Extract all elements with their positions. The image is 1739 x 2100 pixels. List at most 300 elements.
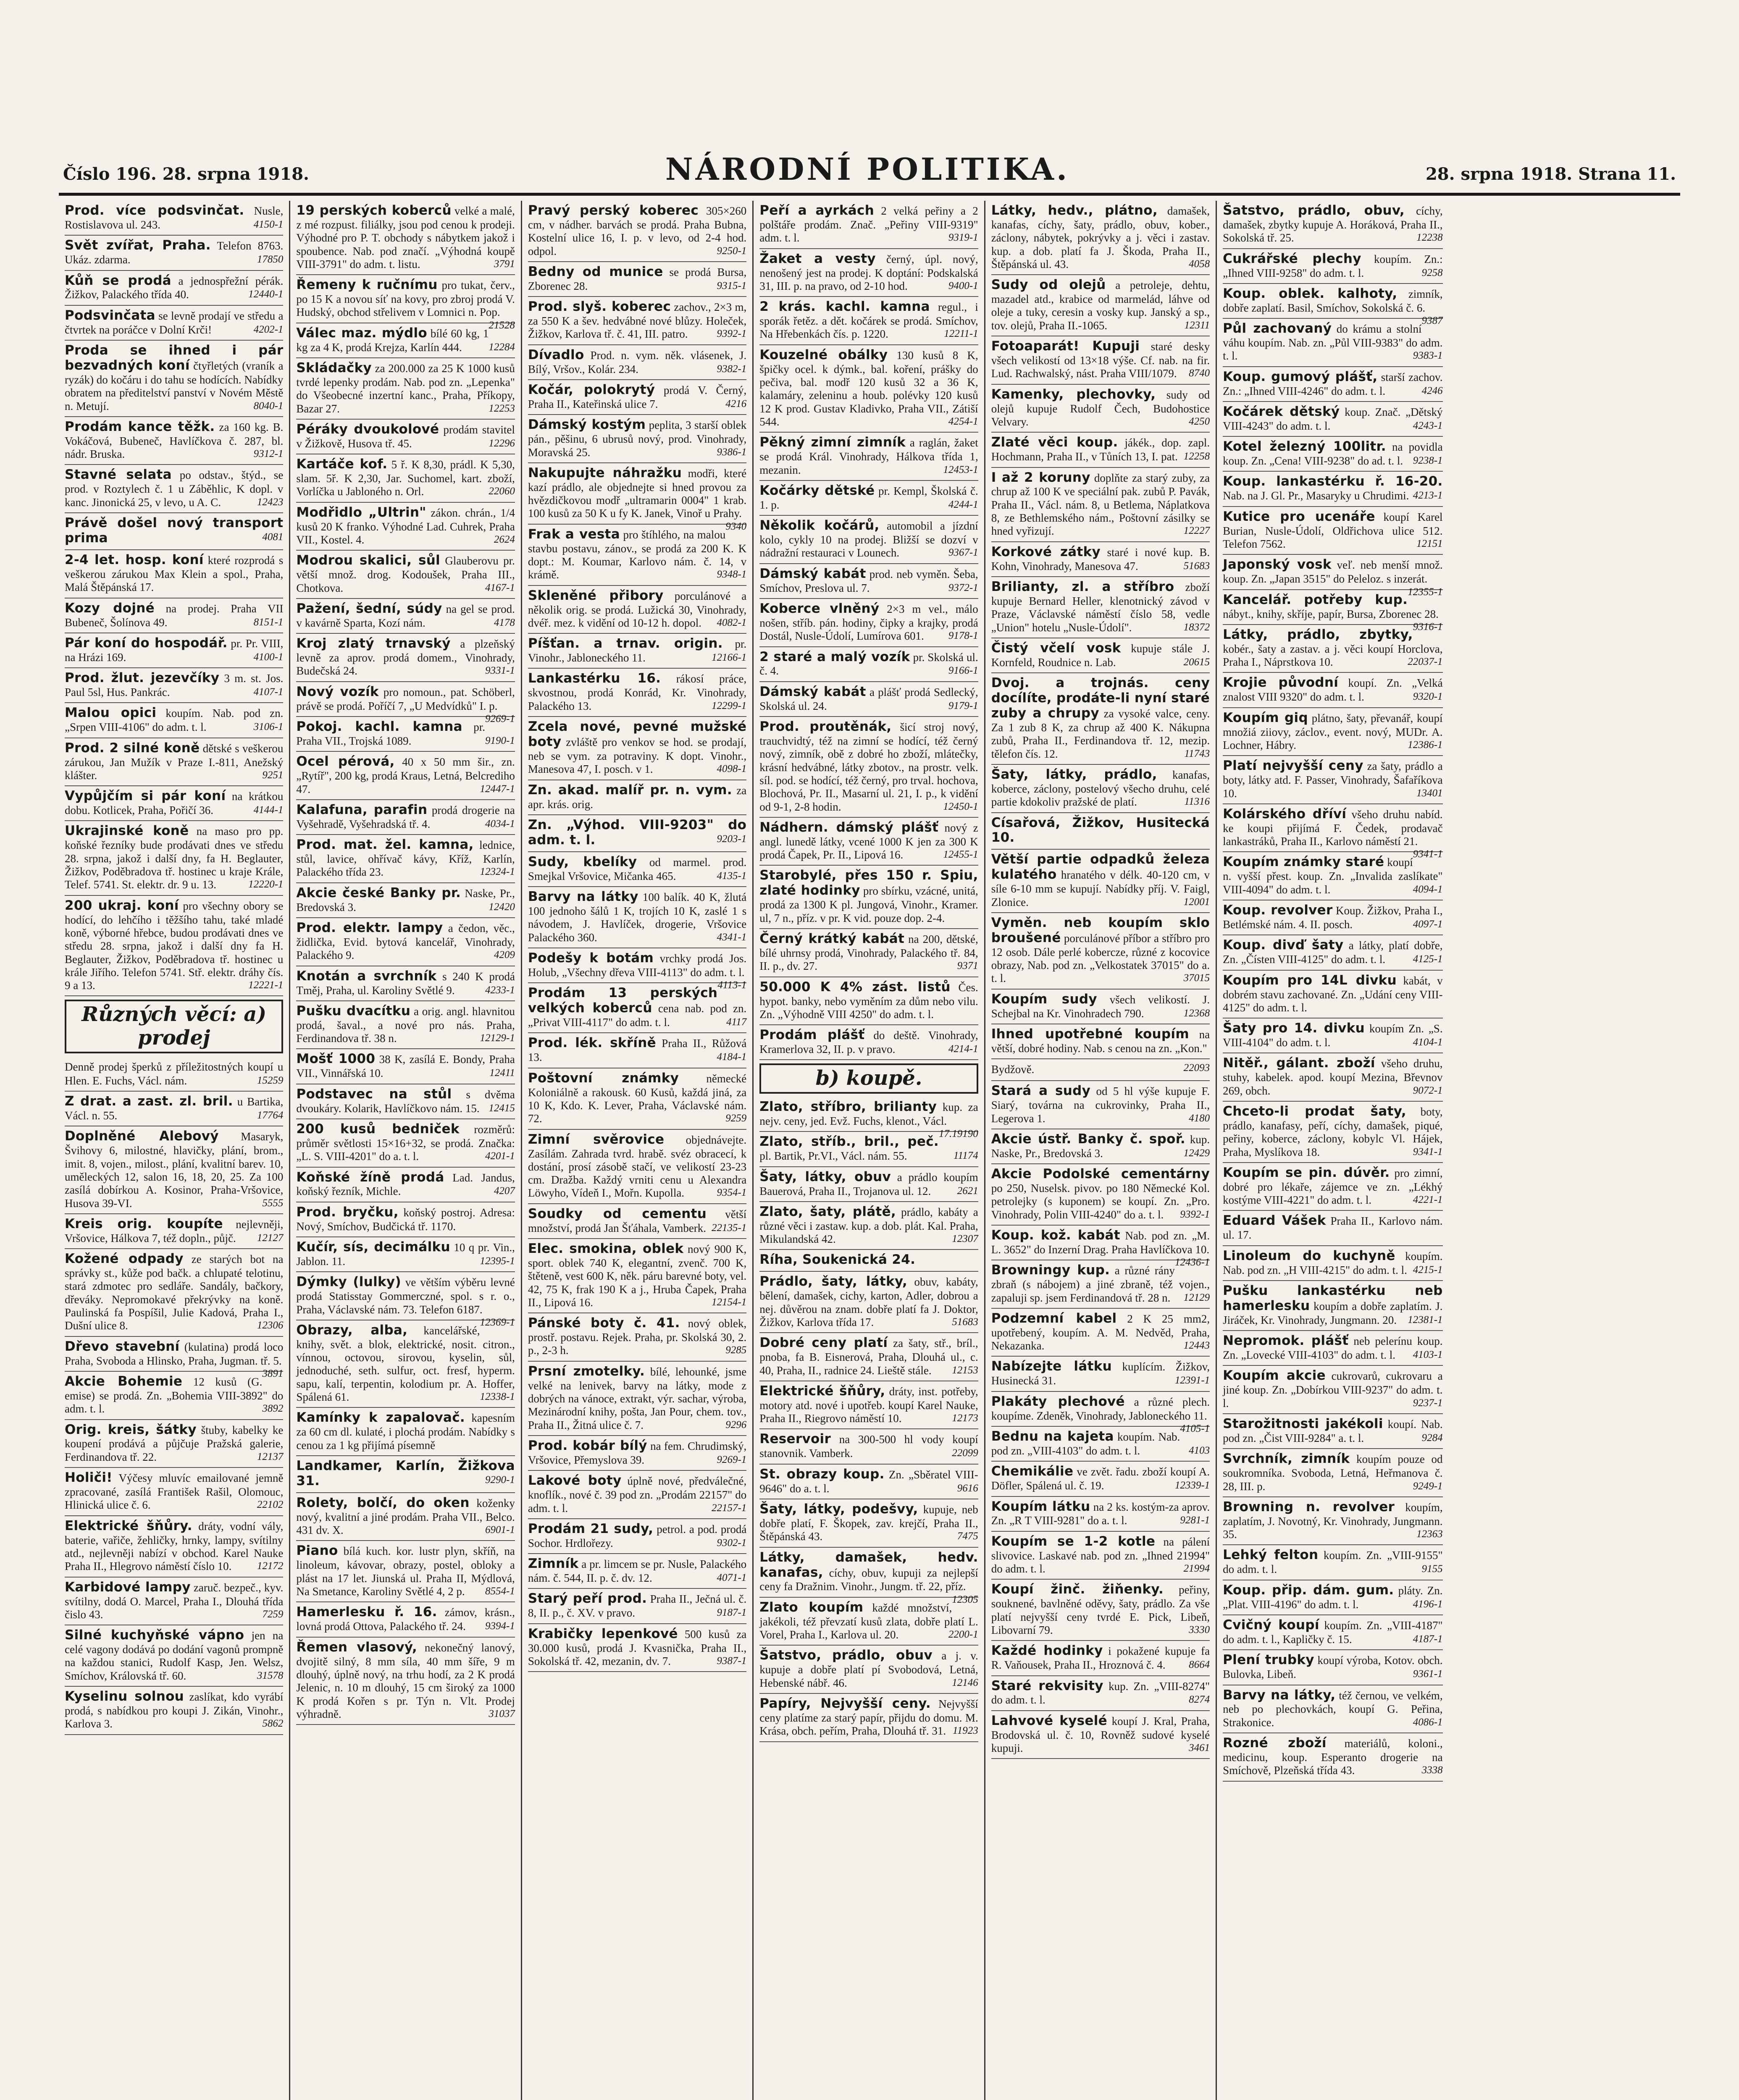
classified-ad <box>296 358 515 420</box>
ad-heading: Lehký felton <box>1223 1547 1319 1563</box>
classified-ad <box>65 668 283 703</box>
classified-ad <box>759 1272 978 1333</box>
classified-ad <box>65 1516 283 1578</box>
ad-heading: Starobylé, přes 150 r. Spiu, zlaté hodinky <box>759 868 978 898</box>
classified-ad <box>296 420 515 454</box>
ad-text: dětské s veškerou zárukou, Jan Mužík v Praze I.-811, Anežský klášter. <box>65 742 284 782</box>
classified-ad <box>991 1129 1210 1164</box>
ad-heading: St. obrazy koup. <box>759 1466 885 1482</box>
ad-heading: Barvy na látky <box>528 889 638 905</box>
ad-heading: Stavné selata <box>65 467 172 483</box>
ad-text: prodá drogerie na Vyšehradě, Vyšehradská tř. 4. <box>296 803 515 830</box>
classified-ad <box>1223 1102 1442 1163</box>
ad-heading: Knotán a svrchník <box>296 968 437 984</box>
ad-code: 4103-1 <box>1413 1349 1443 1361</box>
classified-ad <box>296 323 515 358</box>
ad-code: 12129-1 <box>480 1032 515 1044</box>
ad-heading: Piano <box>296 1543 338 1559</box>
ad-text: dráty, vodní vály, baterie, vařiče, žehličky, hrnky, lampy, svítilny atd., nejlevněji nabízí v obchod. Karel Nauke Praha II., Hlegrovo náměstí číslo 10. <box>65 1520 284 1573</box>
ad-heading: Nakupujte náhražku <box>528 465 682 480</box>
ad-code: 9394-1 <box>485 1620 515 1632</box>
ad-text: na prodej. Praha VII Bubeneč, Šolínova 49. <box>65 602 284 629</box>
ad-heading: Půl zachovaný <box>1223 321 1332 336</box>
ad-heading: Holiči! <box>65 1470 113 1486</box>
ad-code: 9155 <box>1421 1563 1443 1575</box>
ad-code: 4207 <box>494 1185 515 1197</box>
ad-heading: Doplněné Alebový <box>65 1129 219 1144</box>
ad-code: 4107-1 <box>253 686 284 698</box>
ad-heading: Koup. kož. kabát <box>991 1228 1120 1243</box>
classified-ad <box>991 1497 1210 1532</box>
classified-ad <box>991 1226 1210 1268</box>
ad-text: ze starých bot na správky st., kůže pod bačk. a chlupaté telotinu, stará zdmotec pro sedláře. Sandály, bačkory, dřeváky. Nepromokavé překrývky na koně. Paulinská fa Pospíšil, Julie Kadová, Praha I., Dušní ulice 8. <box>65 1253 284 1332</box>
ad-code: 9354-1 <box>717 1187 747 1199</box>
ad-code: 22060 <box>489 486 515 497</box>
ad-heading: 200 kusů bedniček <box>296 1121 460 1137</box>
ad-code: 11743 <box>1184 748 1210 759</box>
ad-text: od 5 hl výše kupuje F. Siarý, továrna na cukrovinky, Praha II., Legerova 1. <box>991 1085 1210 1125</box>
classified-ad <box>65 1468 283 1516</box>
ad-heading: Koup. přip. dám. gum. <box>1223 1582 1394 1598</box>
ad-text: zvláště pro venkov se hod. se prodají, neb se vym. za potraviny. K dopt. Vinohr., Manesova 47, I. posch. v 1. <box>528 736 747 776</box>
ad-text: 2 K 25 mm2, upotřebený, koupím. A. M. Nedvěd, Praha, Nekazanka. <box>991 1312 1210 1352</box>
ad-heading: Staré rekvisity <box>991 1678 1103 1693</box>
ad-text: na fem. Chrudimský, Vršovice, Přemyslova 39. <box>528 1440 747 1466</box>
classified-ad <box>65 1578 283 1626</box>
classified-ad <box>528 780 746 815</box>
ad-heading: Čistý včelí vosk <box>991 640 1121 656</box>
ad-code: 9284 <box>1421 1432 1443 1444</box>
ad-heading: Prodám 13 perských velkých koberců <box>528 985 718 1016</box>
ad-text: koupí. Zn. „Velká znalost VIII 9320" do adm. t. l. <box>1223 677 1443 704</box>
ad-heading: 2-4 let. hosp. koní <box>65 552 204 567</box>
ad-code: 18372 <box>1183 621 1210 633</box>
ad-code: 12284 <box>489 341 515 353</box>
classified-ad <box>65 236 283 270</box>
ad-text: Glauberovu pr. větší množ. drog. Kodoušek, Praha III., Chotkova. <box>296 554 515 594</box>
ad-heading: Chemikálie <box>991 1464 1074 1479</box>
ad-text: šicí stroj nový, trauchvidtý, též na zimní se hodící, též černý nový, zimník, obě z dobré ho zboží, mlátečky, krásní hedvábné, látky zbotov., na prostr. velk. síl. pod. se hodící, též černý, pro trval. hochova, Blochová, Pr. II., Masarní ul. 21, I. p., k vidění od 9-1, 2-8 hodin. <box>759 721 978 813</box>
ad-heading: Kočárek dětský <box>1223 404 1340 419</box>
ad-heading: Eduard Vášek <box>1223 1213 1326 1228</box>
classified-ad <box>528 1471 746 1519</box>
ad-text: na 2 ks. kostým-za aprov. Zn. „R T VIII-9281" do a. t. l. <box>991 1500 1210 1527</box>
classified-ad <box>528 1362 746 1436</box>
ad-code: 4034-1 <box>485 818 515 830</box>
classified-ad <box>991 1641 1210 1676</box>
ad-heading: Lankastérku 16. <box>528 671 661 686</box>
classified-ad <box>65 1249 283 1337</box>
ad-code: 22093 <box>1183 1062 1210 1074</box>
ad-heading: Dámský kabát <box>759 566 866 581</box>
classified-ad <box>1223 935 1442 970</box>
classified-ad <box>759 717 978 818</box>
ad-text: kuplícím. Žižkov, Husinecká 31. <box>991 1360 1210 1387</box>
classified-ad <box>759 1465 978 1499</box>
ad-code: 4098-1 <box>717 763 747 775</box>
ad-code: 31037 <box>489 1708 515 1719</box>
ad-code: 9269-1 <box>717 1454 747 1465</box>
ad-text: a pr. limcem se pr. Nusle, Palackého nám. č. 544, II. p. č. dv. 12. <box>528 1558 747 1585</box>
ad-text: které rozprodá s veškerou zárukou Max Klein a spol., Praha, Malá Štěpánská 17. <box>65 554 284 594</box>
ad-text: větší množství, prodá Jan Šťáhala, Vamberk. <box>528 1208 747 1234</box>
ad-text: 100 balík. 40 K, žlutá 100 jednoho šálů 1 K, trojích 10 K, zaslé 1 s návodem, J. Havlíček, drogerie, Vršovice Palackého 360. <box>528 891 747 944</box>
ad-heading: Kočárky dětské <box>759 483 875 498</box>
classified-ad <box>65 201 283 236</box>
ad-heading: Nitěř., gálant. zboží <box>1223 1055 1375 1071</box>
classified-ad <box>65 786 283 821</box>
ad-text: na 300-500 hl vody koupí stanovnik. Vamberk. <box>759 1433 978 1460</box>
ad-text: koupí J. Kral, Praha, Brodovská ul. č. 10, Rovněž sudové kyselé kupuji. <box>991 1714 1210 1755</box>
ad-text: Praha II., Karlovo nám. ul. 17. <box>1223 1215 1443 1242</box>
ad-heading: Akcie ústř. Banky č. spoř. <box>991 1131 1186 1147</box>
ad-heading: Papíry, Nejvyšší ceny. <box>759 1696 931 1711</box>
ad-heading: Kotel železný 100litr. <box>1223 439 1386 454</box>
ad-text: a prádlo koupím Bauerová, Praha II., Trojanova ul. 12. <box>759 1171 978 1197</box>
classified-ad <box>528 717 746 780</box>
classified-ad <box>528 1313 746 1362</box>
ad-text: kupuje stále J. Kornfeld, Roudnice n. Lab. <box>991 642 1210 669</box>
ad-code: 3791 <box>494 258 515 270</box>
ad-text: koupí Karel Burian, Nusle-Údolí, Oldřichova ulice 512. Telefon 7562. <box>1223 510 1443 551</box>
ad-code: 12363 <box>1416 1528 1443 1540</box>
ad-text: pláty. Zn. „Plat. VIII-4196" do adm. t. l. <box>1223 1584 1443 1611</box>
classified-ad <box>759 201 978 249</box>
ad-heading: Větší partie odpadků železa kulatého <box>991 852 1210 882</box>
ad-code: 9072-1 <box>1413 1084 1443 1096</box>
ad-code: 8040-1 <box>253 400 284 412</box>
ad-text: koupím. Nab. pod zn. „H VIII-4215" do adm. t. l. <box>1223 1250 1443 1276</box>
ad-code: 9203-1 <box>717 833 747 845</box>
classified-ad <box>759 1202 978 1250</box>
ad-code: 12001 <box>1183 896 1210 908</box>
classified-ad <box>759 1646 978 1694</box>
ad-text: koupím. Nab. pod zn. „VIII-4103" do adm. t. l. <box>991 1430 1180 1457</box>
ad-code: 12137 <box>257 1451 284 1462</box>
ad-code: 12306 <box>257 1320 284 1331</box>
ad-code: 9400-1 <box>948 280 978 291</box>
ad-heading: Skleněné přibory <box>528 588 664 603</box>
ad-code: 9387-1 <box>717 1655 747 1667</box>
ad-code: 4244-1 <box>948 499 978 510</box>
ad-heading: Dámský kostým <box>528 417 646 433</box>
ad-text: cena nab. pod zn. „Privat VIII-4117" do adm. t. l. <box>528 1002 747 1029</box>
ad-code: 4135-1 <box>717 870 747 882</box>
ad-text: s dvěma dvoukáry. Kolarik, Havlíčkovo nám. 15. <box>296 1088 515 1115</box>
ad-text: pro všechny obory se hodící, do lehčího i těžšího tahu, také mladé koně, výborné hřebce, budou prodávati dnes ve středu 28. srpna, jakož i další dny fa H. Beglauter, Žižkov, Poděbradova tř. hostinec u krále Jiřího. Telefon 5741. Stř. elektr. dráhy čís. 9 a 13. <box>65 899 284 992</box>
ad-text: porculánové příbor a stříbro pro 12 osob. Dále perlé kobercze, různé z kocovice obrazy, Nab. pod zn. „Velkostatek 37015" do a. t. l. <box>991 932 1210 985</box>
classified-ad <box>759 297 978 345</box>
ad-heading: Z drat. a zast. zl. bril. <box>65 1094 233 1109</box>
ad-heading: Svrchník, zimník <box>1223 1451 1350 1467</box>
ad-code: 12420 <box>489 901 515 913</box>
column-2 <box>290 201 522 2100</box>
ad-heading: Elektrické šňůry. <box>65 1518 192 1533</box>
ad-heading: Akcie Podolské cementárny <box>991 1166 1210 1182</box>
ad-heading: Starý peří prod. <box>528 1591 647 1606</box>
ad-text: a různé plech. koupíme. Zdeněk, Vinohrady, Jabloneckého 11. <box>991 1395 1210 1422</box>
ad-text: zaslíkat, kdo vyrábí prodá, s nabídkou pro koupi J. Zikán, Vinohr., Karlova 3. <box>65 1690 284 1730</box>
ad-text: nekonečný lanový, dvojitě silný, 8 mm síla, 40 mm šíře, 9 m dlouhý, úplně nový, na trhu hodí, za 2 K prodá Jelenic, n. 10 m dlouhý, 15 cm široký za 1000 K prodá Kořen s pr. Týn n. Vlt. Prodej výhradně. <box>296 1641 515 1720</box>
ad-code: 9251 <box>262 769 284 781</box>
classified-ad <box>1223 900 1442 935</box>
classified-ad <box>991 638 1210 673</box>
classified-ad <box>296 918 515 966</box>
ad-heading: Prodám plášť <box>759 1027 865 1043</box>
ad-heading: Řemeny k ručnímu <box>296 277 438 293</box>
classified-ad <box>528 415 746 463</box>
ad-code: 11316 <box>1184 796 1210 808</box>
ad-text: koupím. Zn.: „Ihned VIII-9258" do adm. t. l. <box>1223 252 1443 279</box>
ad-text: sudy od olejů kupuje Rudolf Čech, Budohostice Velvary. <box>991 388 1210 428</box>
ad-heading: Šaty, látky, prádlo, <box>991 766 1157 782</box>
ad-code: 4082-1 <box>717 617 747 628</box>
ad-heading: Zlato, šaty, plátě, <box>759 1204 896 1219</box>
ad-code: 4202-1 <box>253 323 284 335</box>
classified-ad <box>991 1427 1210 1462</box>
ad-code: 9290-1 <box>485 1474 515 1486</box>
ad-text: Praha II., Ječná ul. č. 8, II. p., č. XV. v pravo. <box>528 1593 747 1620</box>
ad-heading: Bednu na kajeta <box>991 1428 1114 1444</box>
ad-text: nový 900 K, sport. oblek 740 K, elegantní, zvenč. 700 K, štěteně, vest 600 K, něk. páru barevné boty, vel. 42, 75 K, frak 190 K a j., Hruba Čapek, Praha II., Lipová 16. <box>528 1243 747 1309</box>
ad-code: 9312-1 <box>253 448 284 460</box>
classified-ad <box>1223 1366 1442 1414</box>
ad-code: 9616 <box>957 1482 978 1494</box>
ad-text: Bydžově. <box>991 1063 1035 1076</box>
ad-code: 9348-1 <box>717 569 747 580</box>
ad-heading: Krojie původní <box>1223 675 1339 690</box>
ad-text: Nejvyšší ceny platíme za starý papír, přijdu do domu. M. Krása, obch. peřím, Praha, Dlouhá tř. 31. <box>759 1697 978 1738</box>
ad-text: ve zvět. řadu. zboží koupí A. Döfler, Spálená ul. č. 19. <box>991 1465 1210 1492</box>
ad-code: 2200-1 <box>948 1629 978 1641</box>
ad-heading: Zcela nové, pevné mužské boty <box>528 719 747 749</box>
ad-text: rozměrů: průměr světlosti 15×16+32, se prodá. Značka: „L. S. VIII-4201" do a. t. l. <box>296 1123 515 1163</box>
ad-heading: Dvoj. a trojnás. ceny docílíte, prodáte-li nyní staré zuby a chrupy <box>991 675 1210 721</box>
ad-code: 12386-1 <box>1408 739 1443 751</box>
ad-code: 4221-1 <box>1413 1194 1443 1206</box>
ad-text: a raglán, žaket se prodá Král. Vinohrady, Hálkova třída 1, mezanin. <box>759 436 978 476</box>
classified-ad <box>296 599 515 634</box>
section-heading: b) koupě. <box>759 1063 978 1094</box>
ad-code: 4213-1 <box>1413 490 1443 501</box>
classified-ad <box>296 551 515 599</box>
ad-text: po odstav., štýd., se prod. v Roztylech č. 1 u Záběhlic, K dopl. v kanc. Jinonická 25, v levo, u A. C. <box>65 469 284 509</box>
ad-code: 12258 <box>1183 451 1210 462</box>
ad-heading: Zn. akad. malíř pr. n. vym. <box>528 782 732 798</box>
classified-ad <box>65 1687 283 1735</box>
classified-ad <box>296 1084 515 1119</box>
ad-heading: Koup. divď šaty <box>1223 937 1344 953</box>
classified-ad <box>296 1001 515 1050</box>
ad-text: prodá V. Černý, Praha II., Kateřinská ulice 7. <box>528 384 747 410</box>
ad-heading: Kancelář. potřeby kup. <box>1223 592 1408 607</box>
ad-text: prodám stavitel v Žižkově, Husova tř. 45. <box>296 423 515 450</box>
classified-ad <box>528 669 746 717</box>
ad-heading: Orig. kreis, šátky <box>65 1422 197 1437</box>
classified-ad <box>991 913 1210 990</box>
ad-code: 3106-1 <box>253 721 284 733</box>
classified-ad <box>65 417 283 465</box>
ad-code: 12238 <box>1416 232 1443 244</box>
classified-ad <box>759 818 978 866</box>
ad-heading: Kamenky, plechovky, <box>991 386 1156 402</box>
ad-text: černý, úpl. nový, nenošený jest na prodej. K doptání: Podskalská 31, III. p. na pravo, od 2-10 hod. <box>759 252 978 292</box>
ad-heading: Prod. lék. skříně <box>528 1035 656 1051</box>
ad-text: neb pelerínu koup. Zn. „Lovecké VIII-4103" do adm. t. l. <box>1223 1335 1443 1362</box>
ad-text: a orig. angl. hlavnitou prodá, šaval., a nové pro nás. Praha, Ferdinandova tř. 38 n. <box>296 1005 515 1045</box>
ad-code: 12355-1 <box>1408 586 1443 598</box>
ad-text: každé množství, jakékoli, též převzatí kusů zlata, dobře platí L. Vorel, Praha I., Karlova ul. 20. <box>759 1601 978 1641</box>
classified-ad <box>991 813 1210 850</box>
ad-text: staré i nové kup. B. Kohn, Vinohrady, Manesova 47. <box>991 546 1210 572</box>
ad-heading: Starožitnosti jakékoli <box>1223 1416 1383 1432</box>
classified-ad <box>296 454 515 503</box>
ad-heading: Dobré ceny platí <box>759 1335 888 1351</box>
classified-ad <box>991 1059 1210 1081</box>
classified-ad <box>528 525 746 586</box>
ad-text: bílé 60 kg, 1 kg za 4 K, prodá Krejza, Karlín 444. <box>296 327 489 354</box>
classified-ad <box>65 1126 283 1214</box>
ad-text: nejlevněji, Vršovice, Hálkova 7, též dopln., půjč. <box>65 1218 284 1244</box>
ad-heading: Každé hodinky <box>991 1643 1103 1659</box>
ad-code: 12311 <box>1184 319 1210 331</box>
ad-heading: Pušku dvacítku <box>296 1003 411 1018</box>
ad-heading: Zlato koupím <box>759 1599 864 1615</box>
ad-code: 4104-1 <box>1413 1037 1443 1048</box>
ad-text: zákon. chrán., 1/4 kusů 20 K franko. Výhodné Lad. Cuhrek, Praha VII., Kostel. 4. <box>296 506 515 546</box>
classified-ad <box>991 201 1210 275</box>
column-3 <box>522 201 754 2100</box>
ad-heading: Skládačky <box>296 360 372 376</box>
classified-ad <box>296 835 515 883</box>
ad-heading: 2 krás. kachl. kamna <box>759 299 930 315</box>
ad-heading: Koupím známky staré <box>1223 854 1384 870</box>
ad-heading: Koupí žinč. žiňenky. <box>991 1582 1164 1597</box>
classified-ad <box>991 673 1210 765</box>
ad-text: kup. Zn. „VIII-8274" do adm. t. l. <box>991 1680 1210 1706</box>
ad-heading: Rolety, bolčí, do oken <box>296 1495 470 1510</box>
ad-text: koupí n. vyšší přest. koup. Zn. „Invalida zaslíkate" VIII-4094" do adm. t. l. <box>1223 856 1443 896</box>
ad-code: 4144-1 <box>253 804 284 816</box>
ad-code: 9249-1 <box>1413 1480 1443 1492</box>
ad-code: 9166-1 <box>948 665 978 677</box>
ad-text: se prodá Bursa, Zborenec 28. <box>528 265 747 292</box>
ad-text: Zn. „Sběratel VIII-9646" do a. t. l. <box>759 1468 978 1495</box>
ad-text: koupí výroba, Kotov. obch. Bulovka, Libeň. <box>1223 1654 1443 1681</box>
ad-text: jákék., dop. zapl. Hochmann, Praha II., v Tůních 13, I. pat. <box>991 436 1210 463</box>
ad-heading: Fotoaparát! Kupuji <box>991 339 1140 354</box>
classified-ad <box>528 345 746 380</box>
ad-heading: Prod. slyš. koberec <box>528 299 671 315</box>
classified-ad <box>759 564 978 599</box>
ad-heading: Browning n. revolver <box>1223 1499 1395 1515</box>
ad-code: 12447-1 <box>480 783 515 795</box>
ad-text: za apr. krás. orig. <box>528 784 747 811</box>
ad-heading: Koup. lankastérku ř. 16-20. <box>1223 474 1443 489</box>
ad-code: 9386-1 <box>717 446 747 458</box>
ad-text: lednice, stůl, lavice, ohřívač kávy, Kříž, Karlín, Palackého třída 23. <box>296 839 515 879</box>
ad-text: 2×3 m vel., málo nošen, stříb. pán. hodiny, čipky a krajky, prodá Dostál, Nusle-Údolí, Lumírova 601. <box>759 602 978 643</box>
page-header <box>59 151 1680 196</box>
classified-ad <box>528 1033 746 1068</box>
ad-code: 4086-1 <box>1413 1716 1443 1728</box>
ad-text: Lad. Jandus, koňský řezník, Michle. <box>296 1171 515 1198</box>
ad-code: 31578 <box>257 1670 284 1681</box>
ad-text: nábyt., knihy, skříje, papír, Bursa, Zborenec 28. <box>1223 607 1439 620</box>
ad-heading: Mošť 1000 <box>296 1051 376 1067</box>
classified-ad <box>65 1372 283 1420</box>
classified-ad <box>759 599 978 647</box>
ad-code: 12172 <box>257 1560 284 1572</box>
ad-heading: Nádhern. dámský plášť <box>759 819 939 835</box>
classified-ad <box>991 468 1210 542</box>
ad-text: obuv, kabáty, bělení, damašek, cichy, karton, Adler, dobrou a nej. důvěrou na znam. dobře platí fa J. Doktor, Žižkov, Karlova třída 17. <box>759 1276 978 1328</box>
ad-code: 4184-1 <box>717 1051 747 1063</box>
ad-text: 2 velká peřiny a 2 polštáře prodám. Znač. „Peřiny VIII-9319" adm. t. l. <box>759 205 978 244</box>
ad-heading: Lahvové kyselé <box>991 1713 1107 1728</box>
classified-ad <box>991 385 1210 433</box>
ad-heading: Akcie české Banky pr. <box>296 885 461 900</box>
classified-ad <box>759 1333 978 1381</box>
ad-code: 4216 <box>725 398 747 410</box>
ad-heading: Pušku lankastérku neb hamerlesku <box>1223 1283 1443 1313</box>
ad-text: dráty, inst. potřeby, motory atd. nové i upotřeb. koupí Karel Nauke, Praha II., Riegrovo náměstí 10. <box>759 1385 978 1425</box>
ad-code: 9341-1 <box>1413 1146 1443 1158</box>
classified-ad <box>65 1420 283 1468</box>
ad-code: 9383-1 <box>1413 350 1443 362</box>
ad-text: koupím, zaplatím, J. Novotný, Kr. Vinohrady, Jungmann. 35. <box>1223 1501 1443 1541</box>
ad-code: 4100-1 <box>253 651 284 663</box>
ad-heading: Korkové zátky <box>991 544 1101 559</box>
ad-text: koupím. Nab. pod zn. „Srpen VIII-4106" do adm. t. l. <box>65 707 284 734</box>
ad-code: 12381-1 <box>1408 1314 1443 1326</box>
ad-code: 4125-1 <box>1413 953 1443 965</box>
ad-heading: Stará a sudy <box>991 1083 1091 1099</box>
ad-text: zámov, krásn., lovná prodá Ottova, Palackého tř. 24. <box>296 1606 515 1633</box>
ad-heading: Elektrické šňůry, <box>759 1383 885 1399</box>
ad-heading: Chceto-li prodat šaty, <box>1223 1103 1406 1119</box>
ad-code: 9382-1 <box>717 363 747 375</box>
ad-heading: Kreis orig. koupíte <box>65 1216 223 1231</box>
classified-ad <box>65 306 283 341</box>
ad-text: za šaty, prádlo a boty, látky atd. F. Passer, Vinohrady, Šafaříkova 10. <box>1223 760 1443 800</box>
ad-code: 9178-1 <box>948 630 978 642</box>
classified-ad <box>1223 367 1442 402</box>
classified-ad <box>65 633 283 668</box>
ad-text: koup. Znač. „Dětský VIII-4243" do adm. t. l. <box>1223 405 1443 432</box>
classified-ad <box>65 598 283 633</box>
ad-heading: Koup. revolver <box>1223 903 1333 918</box>
ad-text: na 200, dětské, bílé uhrnsy prodá, Vinohrady, Palackého tř. 84, II. p., dv. 27. <box>759 932 978 973</box>
ad-heading: 2 staré a malý vozík <box>759 649 910 664</box>
ad-text: německé Koloniálně a rakousk. 60 Kusů, každá jiná, za 10 K, Kdo. K. Lever, Praha, Václavské nám. 72. <box>528 1072 747 1125</box>
ad-text: i pokažené kupuje fa R. Vaňousek, Praha II., Hroznová č. 4. <box>991 1645 1210 1672</box>
ad-heading: Obrazy, alba, <box>296 1322 408 1338</box>
ad-text: jen na celé vagony dodává po dodání vagonů prompně na každou stanici, Rudolf Kasp, Jen. Welsz, Smíchov, Královská tř. 60. <box>65 1629 284 1682</box>
ad-code: 12151 <box>1416 538 1443 550</box>
ad-heading: Hamerlesku ř. 16. <box>296 1604 437 1620</box>
ad-text: do deště. Vinohrady, Kramerlova 32, II. p. v pravo. <box>759 1029 978 1056</box>
ad-heading: Píšťan. a trnav. origin. <box>528 636 723 651</box>
ad-text: prádlo, kabáty a různé věci i zastaw. kup. a dob. plát. Kal. Praha, Mikulandská 42. <box>759 1205 978 1246</box>
ad-text: na krátkou dobu. Kotlicek, Praha, Pořičí 36. <box>65 790 284 817</box>
ad-code: 9319-1 <box>948 232 978 244</box>
ad-text: kobér., šaty a zastav. a j. věci koupí Horclova, Praha I., Náprstkova 10. <box>1223 642 1443 669</box>
ad-code: 12129 <box>1183 1292 1210 1303</box>
ad-text: koupím a dobře zaplatím. J. Jiráček, Kr. Vinohrady, Jungmann. 20. <box>1223 1299 1443 1326</box>
ad-heading: 19 perských koberců <box>296 203 452 218</box>
ad-code: 7259 <box>262 1608 284 1620</box>
